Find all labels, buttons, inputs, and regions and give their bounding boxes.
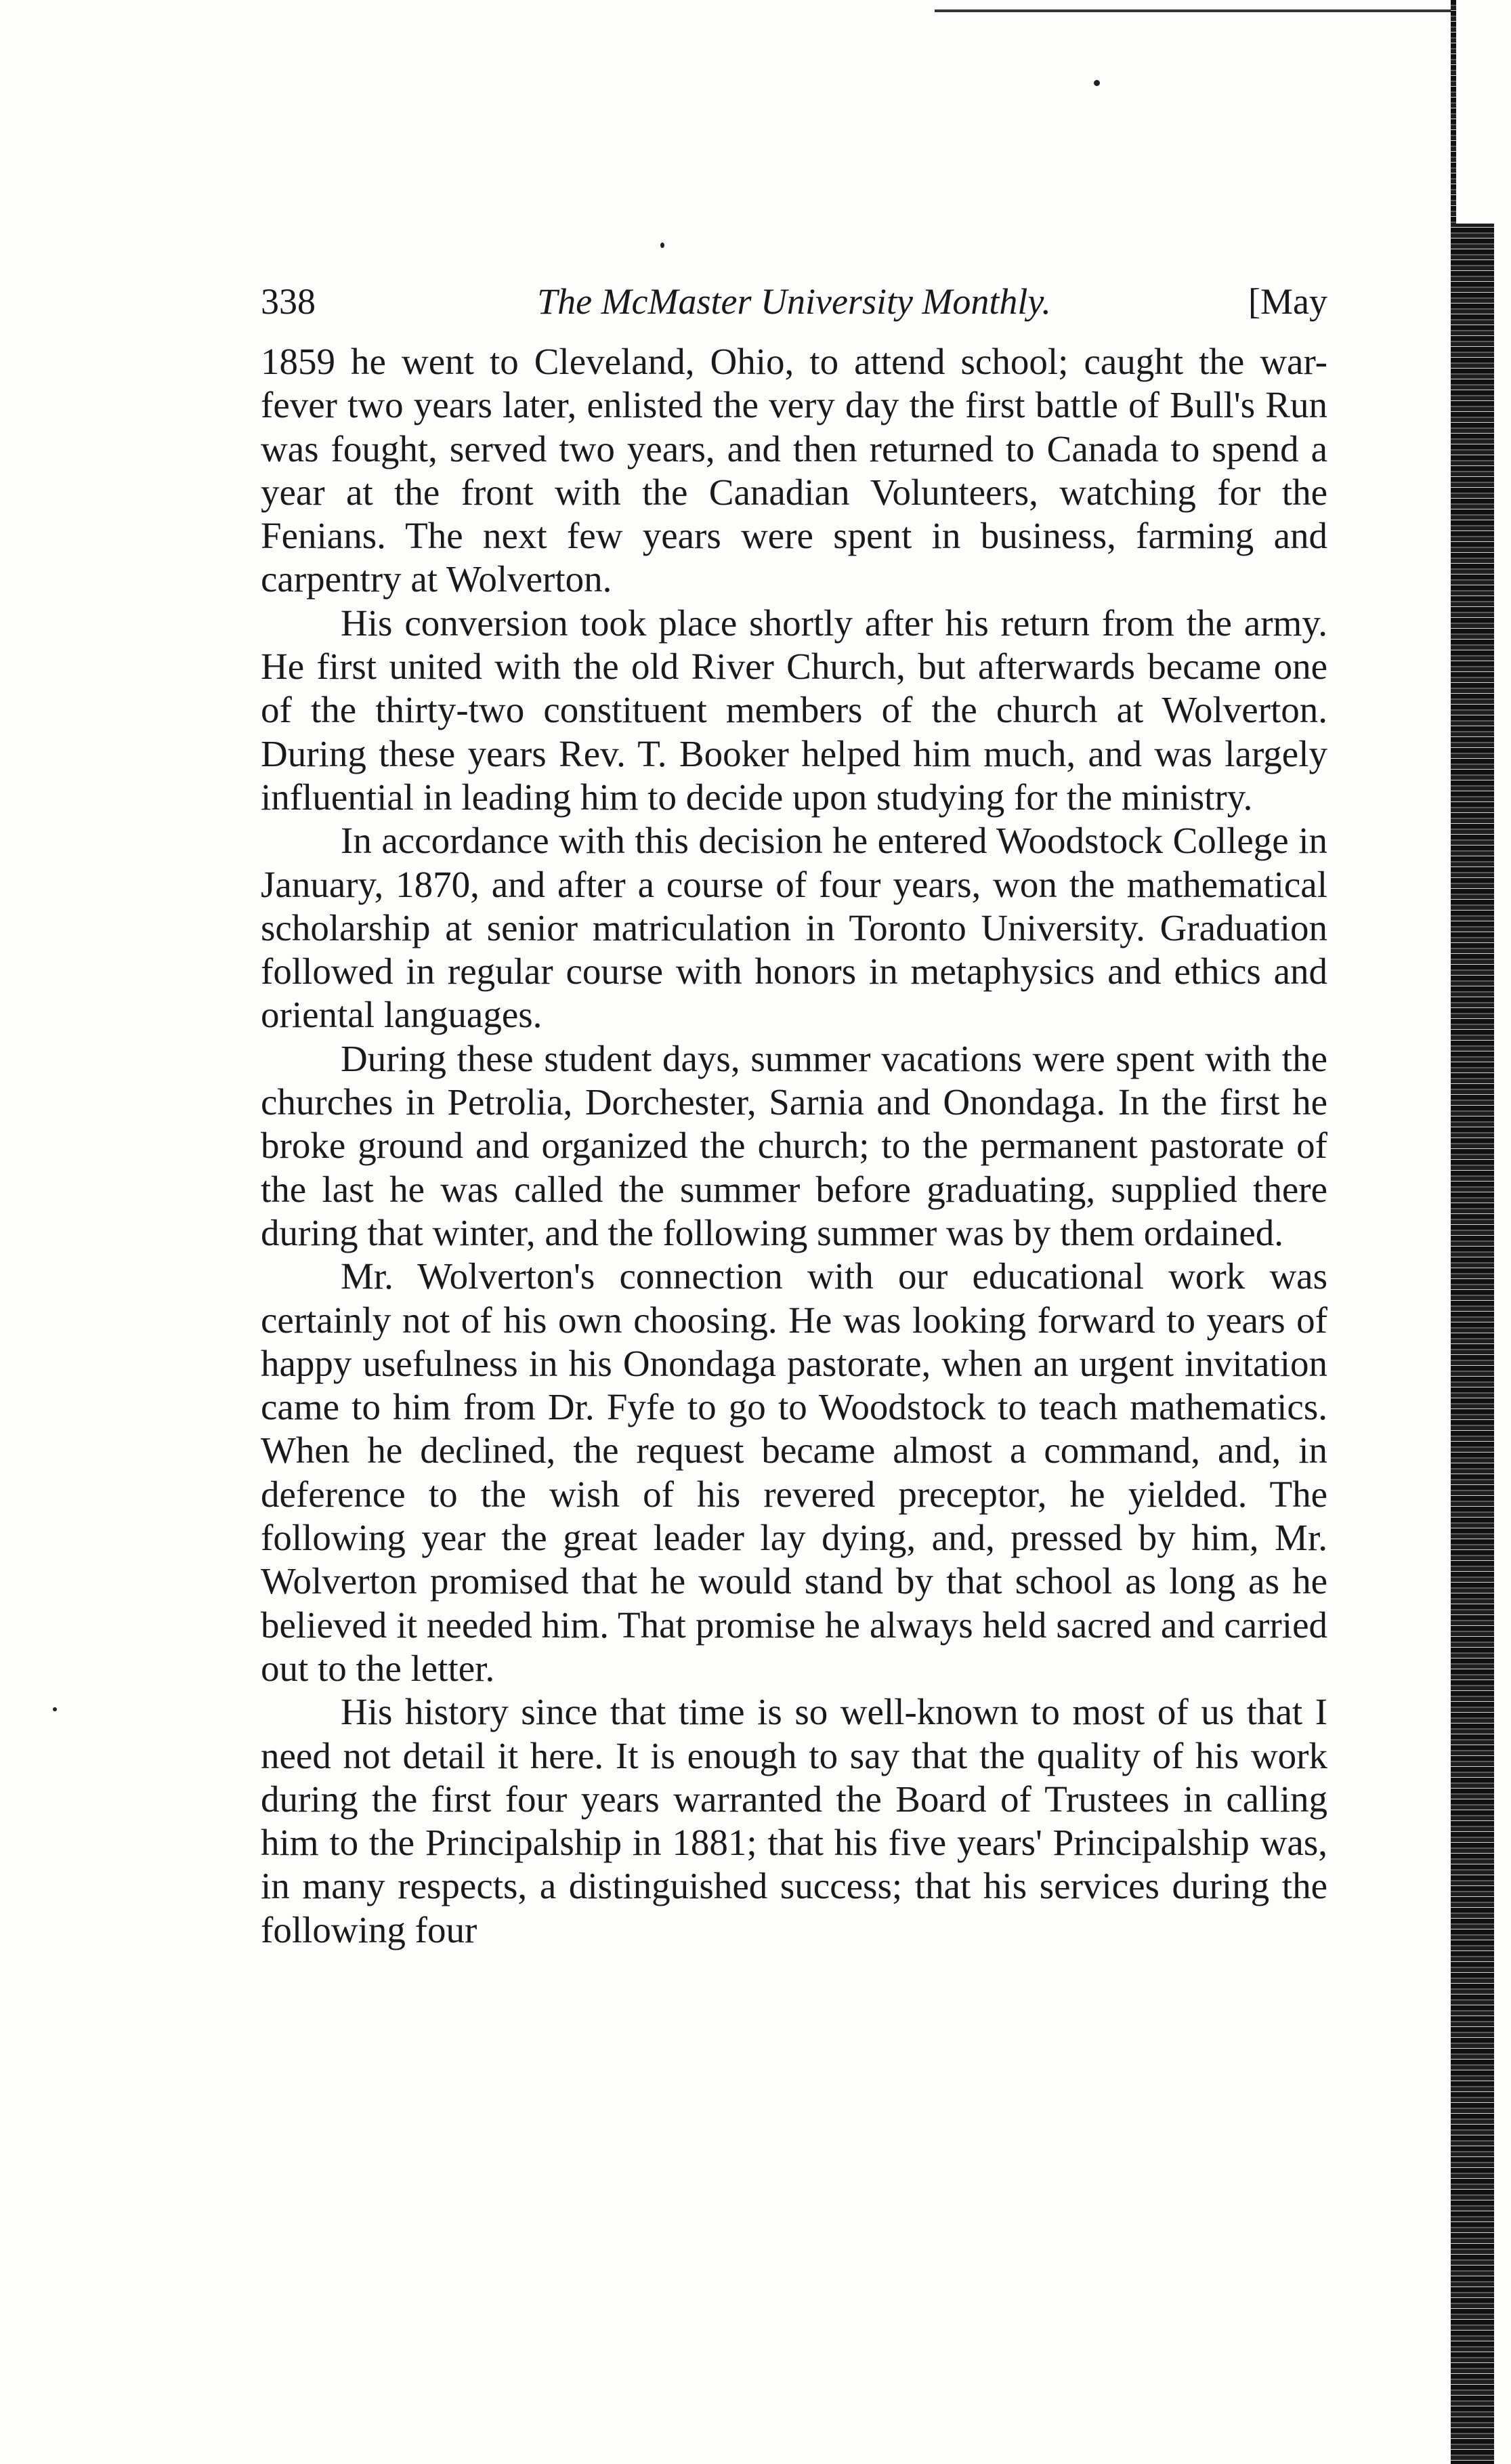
article-body	[261, 340, 1327, 1952]
paragraph: In accordance with this decision he entered Woodstock College in January, 1870, and after a course of four years, won the mathematical scholarship at senior matriculation in Toronto University. Graduation followed in regular course with honors in metaphysics and ethics and oriental languages.	[261, 820, 1327, 1036]
scan-edge-gap	[1456, 0, 1494, 224]
scan-edge-shadow	[1451, 0, 1494, 2464]
page-number: 338	[261, 281, 316, 322]
paragraph: Mr. Wolverton's connection with our educational work was certainly not of his own choosing. He was looking forward to years of happy usefulness in his Onondaga pastorate, when an urgent invitation came to him from Dr. Fyfe to go to Woodstock to teach mathematics. When he declined, the request became almost a command, and, in deference to the wish of his revered preceptor, he yielded. The following year the great leader lay dying, and, pressed by him, Mr. Wolverton promised that he would stand by that school as long as he believed it needed him. That promise he always held sacred and carried out to the letter.	[261, 1255, 1327, 1689]
journal-title: The McMaster University Monthly.	[537, 281, 1051, 322]
issue-month: [May	[1248, 281, 1327, 322]
ink-speck	[53, 1707, 57, 1711]
paragraph: His history since that time is so well-known to most of us that I need not detail it here. It is enough to say that the quality of his work during the first four years warranted the Board of Trustees in calling him to the Principalship in 1881; that his five years' Principalship was, in many respects, a distinguished success; that his services during the following four	[261, 1691, 1327, 1950]
paragraph: 1859 he went to Cleveland, Ohio, to attend school; caught the war-fever two years later, enlisted the very day the first battle of Bull's Run was fought, served two years, and then returned to Canada to spend a year at the front with the Canadian Volunteers, watching for the Fenians. The next few years were spent in business, farming and carpentry at Wolverton.	[261, 341, 1327, 600]
paragraph: During these student days, summer vacations were spent with the churches in Petrolia, Dorchester, Sarnia and Onondaga. In the first he broke ground and organized the church; to the permanent pastorate of the last he was called the summer before graduating, supplied there during that winter, and the following summer was by them ordained.	[261, 1037, 1327, 1253]
paragraph: His conversion took place shortly after his return from the army. He first united with the old River Church, but afterwards became one of the thirty-two constituent members of the church at Wolverton. During these years Rev. T. Booker helped him much, and was largely influential in leading him to decide upon studying for the ministry.	[261, 602, 1327, 818]
running-header	[261, 271, 1327, 332]
ink-speck	[1094, 80, 1100, 86]
ink-speck	[660, 243, 664, 248]
scan-top-rule	[935, 9, 1456, 12]
